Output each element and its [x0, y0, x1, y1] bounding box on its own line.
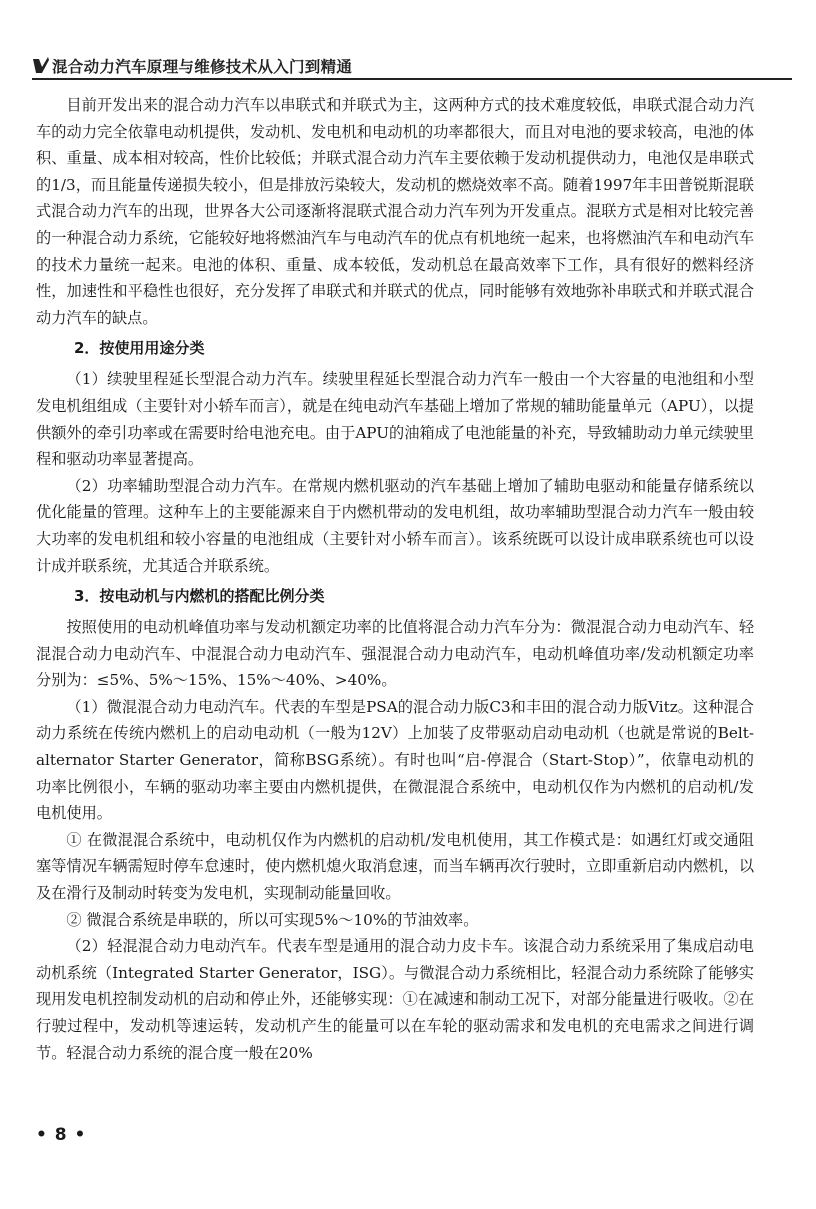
paragraph-micro-hybrid-mode: ① 在微混混合系统中，电动机仅作为内燃机的启动机/发电机使用，其工作模式是：如遇红灯或交通阻塞等情况车辆需短时停车怠速时，使内燃机熄火取消怠速，而当车辆再次行驶时，立即重新启动内燃机，以及在滑行及制动时转变为发电机，实现制动能量回收。	[36, 830, 754, 903]
paragraph-power-assist: （2）功率辅助型混合动力汽车。在常规内燃机驱动的汽车基础上增加了辅助电驱动和能量存储系统以优化能量的管理。这种车上的主要能源来自于内燃机带动的发电机组，故功率辅助型混合动力汽车一般由较大功率的发电机组和较小容量的电池组成（主要针对小轿车而言）。该系统既可以设计成串联系统也可以设计成并联系统，尤其适合并联系统。	[36, 476, 754, 575]
paragraph-ratio-classes: 按照使用的电动机峰值功率与发动机额定功率的比值将混合动力汽车分为：微混混合动力电动汽车、轻混混合动力电动汽车、中混混合动力电动汽车、强混混合动力电动汽车，电动机峰值功率/发动机额定功率分别为：≤5%、5%～15%、15%～40%、>40%。	[36, 618, 754, 690]
arrow-mark-icon	[32, 56, 50, 74]
book-title: 混合动力汽车原理与维修技术从入门到精通	[52, 58, 353, 76]
header-divider	[32, 78, 792, 80]
page-body	[36, 92, 754, 1066]
paragraph-mild-hybrid: （2）轻混混合动力电动汽车。代表车型是通用的混合动力皮卡车。该混合动力系统采用了集成启动电动机系统（Integrated Starter Generator，ISG）。与微混合动力系统相比，轻混合动力系统除了能够实现用发电机控制发动机的启动和停止外，还能够实现：①在减速和制动工况下，对部分能量进行吸收。②在行驶过程中，发动机等速运转，发动机产生的能量可以在车轮的驱动需求和发电机的充电需求之间进行调节。轻混合动力系统的混合度一般在20%	[36, 937, 754, 1062]
paragraph-hybrid-comparison: 目前开发出来的混合动力汽车以串联式和并联式为主，这两种方式的技术难度较低，串联式混合动力汽车的动力完全依靠电动机提供，发动机、发电机和电动机的功率都很大，而且对电池的要求较高，电池的体积、重量、成本相对较高，性价比较低；并联式混合动力汽车主要依赖于发动机提供动力，电池仅是串联式的1/3，而且能量传递损失较小，但是排放污染较大，发动机的燃烧效率不高。随着1997年丰田普锐斯混联式混合动力汽车的出现，世界各大公司逐渐将混联式混合动力汽车列为开发重点。混联方式是相对比较完善的一种混合动力系统，它能较好地将燃油汽车与电动汽车的优点有机地统一起来，也将燃油汽车和电动汽车的技术力量统一起来。电池的体积、重量、成本较低，发动机总在最高效率下工作，具有很好的燃料经济性，加速性和平稳性也很好，充分发挥了串联式和并联式的优点，同时能够有效地弥补串联式和并联式混合动力汽车的缺点。	[36, 96, 754, 327]
paragraph-micro-hybrid: （1）微混混合动力电动汽车。代表的车型是PSA的混合动力版C3和丰田的混合动力版Vitz。这种混合动力系统在传统内燃机上的启动电动机（一般为12V）上加装了皮带驱动启动电动机（也就是常说的Belt-alternator Starter Generator，简称BSG系统）。有时也叫“启-停混合（Start-Stop）”，依靠电动机的功率比例很小，车辆的驱动功率主要由内燃机提供，在微混混合系统中，电动机仅作为内燃机的启动机/发电机使用。	[36, 697, 754, 823]
section-heading-by-ratio: 3．按电动机与内燃机的搭配比例分类	[74, 587, 325, 606]
section-heading-by-usage: 2．按使用用途分类	[74, 339, 205, 358]
paragraph-micro-hybrid-savings: ② 微混合系统是串联的，所以可实现5%～10%的节油效率。	[66, 910, 479, 929]
paragraph-range-extender: （1）续驶里程延长型混合动力汽车。续驶里程延长型混合动力汽车一般由一个大容量的电池组和小型发电机组组成（主要针对小轿车而言），就是在纯电动汽车基础上增加了常规的辅助能量单元（APU），以提供额外的牵引功率或在需要时给电池充电。由于APU的油箱成了电池能量的补充，导致辅助动力单元续驶里程和驱动功率显著提高。	[36, 370, 754, 469]
running-header	[32, 52, 792, 80]
page-number: • 8 •	[36, 1125, 87, 1145]
